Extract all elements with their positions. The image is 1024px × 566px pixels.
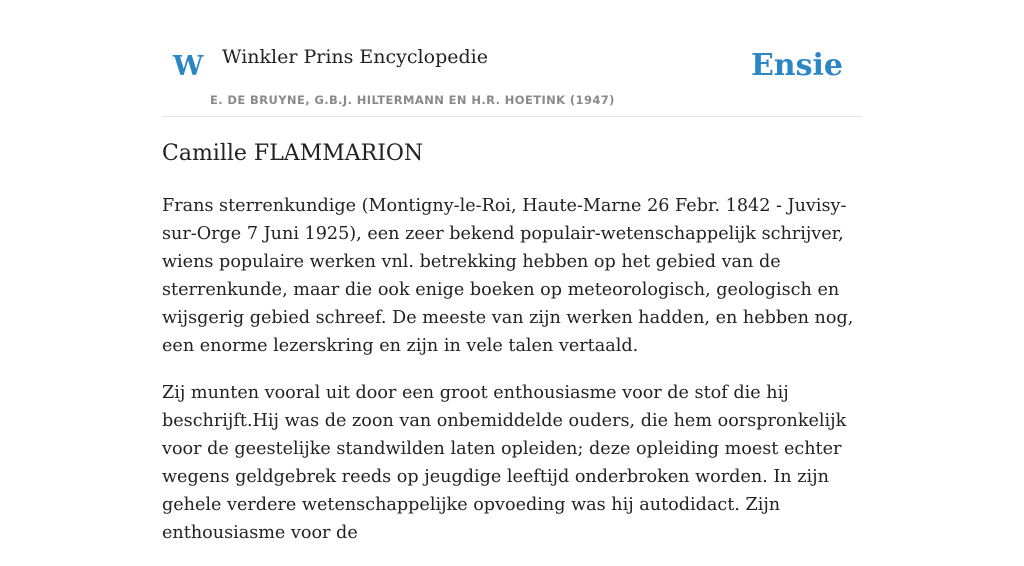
source-authors: E. DE BRUYNE, G.B.J. HILTERMANN EN H.R. HOETINK (1947) [210,93,615,107]
source-title[interactable]: Winkler Prins Encyclopedie [222,46,488,68]
ensie-brand-logo[interactable]: Ensie [750,48,843,83]
article-body [162,192,862,566]
article-title: Camille FLAMMARION [162,141,424,166]
article-paragraph: Zij munten vooral uit door een groot enthousiasme voor de stof die hij beschrijft.Hij was de zoon van onbemiddelde ouders, die hem oorspronkelijk voor de geestelijke standwilden laten opleiden; deze opleiding moest echter wegens geldgebrek reeds op jeugdige leeftijd onderbroken worden. In zijn gehele verdere wetenschappelijke opvoeding was hij autodidact. Zijn enthousiasme voor de [162,383,847,543]
winkler-prins-logo: W [173,51,204,82]
article-paragraph: Frans sterrenkundige (Montigny-le-Roi, Haute-Marne 26 Febr. 1842 - Juvisy-sur-Orge 7 Juni 1925), een zeer bekend populair-wetenschappelijk schrijver, wiens populaire werken vnl. betrekking hebben op het gebied van de sterrenkunde, maar die ook enige boeken op meteorologisch, geologisch en wijsgerig gebied schreef. De meeste van zijn werken hadden, en hebben nog, een enorme lezerskring en zijn in vele talen vertaald. [162,196,854,356]
source-header [162,0,862,117]
